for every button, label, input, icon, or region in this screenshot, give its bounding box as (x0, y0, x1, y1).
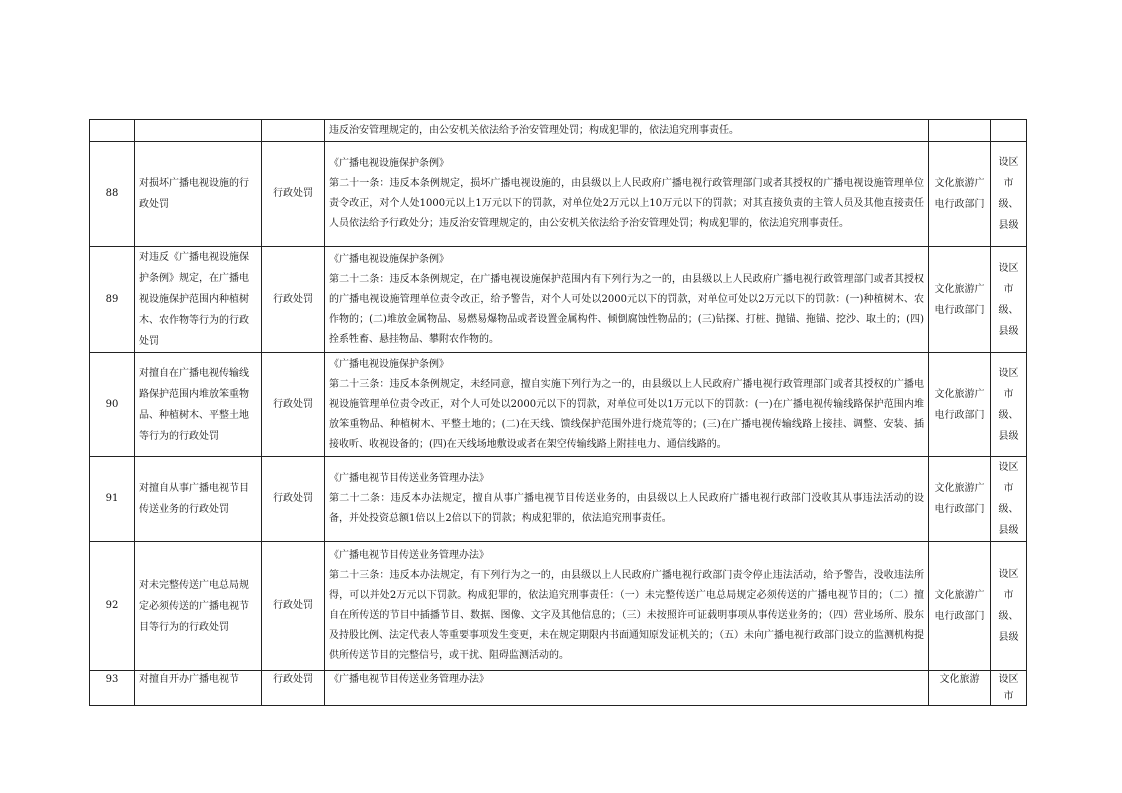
responsible-dept: 文化旅游广电行政部门 (929, 542, 991, 671)
basis-text: 第二十一条：违反本条例规定，损坏广播电视设施的，由县级以上人民政府广播电视行政管理部门或者其授权的广播电视设施管理单位责令改正，对个人处1000元以上1万元以下的罚款，对单位处2万元以上10万元以下的罚款；对其直接负责的主管人员及其他直接责任人员依法给予行政处分；违反治安管理规定的，由公安机关依法给予治安管理处罚；构成犯罪的，依法追究刑事责任。 (329, 178, 924, 229)
legal-basis (325, 142, 929, 247)
responsible-dept: 文化旅游广电行政部门 (929, 247, 991, 353)
admin-level: 设区市级、县级 (991, 142, 1027, 247)
table-row (90, 457, 1027, 542)
regulation-title: 《广播电视设施保护条例》 (329, 158, 449, 169)
legal-basis (325, 671, 929, 706)
row-number: 90 (90, 353, 135, 457)
admin-level: 设区市级、县级 (991, 542, 1027, 671)
row-number: 89 (90, 247, 135, 353)
row-number: 91 (90, 457, 135, 542)
regulation-title: 《广播电视节目传送业务管理办法》 (329, 550, 489, 561)
table-row (90, 142, 1027, 247)
table-row (90, 671, 1027, 706)
admin-level: 设区市级、县级 (991, 353, 1027, 457)
item-type: 行政处罚 (262, 142, 325, 247)
table-row (90, 120, 1027, 142)
item-type: 行政处罚 (262, 457, 325, 542)
admin-level: 设区市级、县级 (991, 247, 1027, 353)
table-row (90, 542, 1027, 671)
legal-basis (325, 542, 929, 671)
responsible-dept: 文化旅游广电行政部门 (929, 457, 991, 542)
basis-text: 第二十三条：违反本条例规定，未经同意，擅自实施下列行为之一的，由县级以上人民政府广播电视行政管理部门或者其授权的广播电视设施管理单位责令改正，对个人可处以2000元以下的罚款，对单位可处以1万元以下的罚款：(一)在广播电视传输线路保护范围内堆放笨重物品、种植树木、平整土地的；(二)在天线、馈线保护范围外进行烧荒等的；(三)在广播电视传输线路上接挂、调整、安装、插接收听、收视设备的；(四)在天线场地敷设或者在架空传输线路上附挂电力、通信线路的。 (329, 378, 924, 450)
regulation-title: 《广播电视节目传送业务管理办法》 (329, 674, 489, 685)
legal-basis (325, 457, 929, 542)
admin-level: 设区市级、县级 (991, 457, 1027, 542)
legal-basis (325, 120, 929, 142)
item-name: 对擅自在广播电视传输线路保护范围内堆放笨重物品、种植树木、平整土地等行为的行政处罚 (135, 353, 262, 457)
item-name (135, 120, 262, 142)
legal-basis (325, 247, 929, 353)
enforcement-table (89, 119, 1027, 706)
item-type: 行政处罚 (262, 671, 325, 706)
row-number: 92 (90, 542, 135, 671)
table-row (90, 247, 1027, 353)
item-type: 行政处罚 (262, 542, 325, 671)
item-type: 行政处罚 (262, 353, 325, 457)
basis-text: 第二十二条：违反本条例规定，在广播电视设施保护范围内有下列行为之一的，由县级以上人民政府广播电视行政管理部门或者其授权的广播电视设施管理单位责令改正，给予警告，对个人可处以2000元以下的罚款，对单位可处以2万元以下的罚款：(一)种植树木、农作物的；(二)堆放金属物品、易燃易爆物品或者设置金属构件、倾倒腐蚀性物品的；(三)钻探、打桩、抛锚、拖锚、挖沙、取土的；(四)拴系牲畜、悬挂物品、攀附农作物的。 (329, 273, 924, 345)
responsible-dept: 文化旅游 (929, 671, 991, 706)
row-number: 88 (90, 142, 135, 247)
basis-text: 第二十三条：违反本办法规定，有下列行为之一的，由县级以上人民政府广播电视行政部门责令停止违法活动，给予警告，没收违法所得，可以并处2万元以下罚款。构成犯罪的，依法追究刑事责任：（一）未完整传送广电总局规定必须传送的广播电视节目的；（二）擅自在所传送的节目中插播节目、数据、图像、文字及其他信息的；（三）未按照许可证载明事项从事传送业务的；（四）营业场所、股东及持股比例、法定代表人等重要事项发生变更，未在规定期限内书面通知原发证机关的；（五）未向广播电视行政部门设立的监测机构提供所传送节目的完整信号，或干扰、阻碍监测活动的。 (329, 570, 924, 661)
regulation-title: 《广播电视设施保护条例》 (329, 253, 449, 265)
item-type: 行政处罚 (262, 247, 325, 353)
item-type (262, 120, 325, 142)
item-name: 对未完整传送广电总局规定必须传送的广播电视节目等行为的行政处罚 (135, 542, 262, 671)
item-name: 对擅自从事广播电视节目传送业务的行政处罚 (135, 457, 262, 542)
basis-text: 违反治安管理规定的，由公安机关依法给予治安管理处罚；构成犯罪的，依法追究刑事责任。 (329, 124, 739, 136)
row-number: 93 (90, 671, 135, 706)
admin-level (991, 120, 1027, 142)
responsible-dept: 文化旅游广电行政部门 (929, 142, 991, 247)
regulation-title: 《广播电视设施保护条例》 (329, 358, 449, 370)
item-name: 对损坏广播电视设施的行政处罚 (135, 142, 262, 247)
item-name: 对违反《广播电视设施保护条例》规定，在广播电视设施保护范围内种植树木、农作物等行为的行政处罚 (135, 247, 262, 353)
table-row (90, 353, 1027, 457)
responsible-dept: 文化旅游广电行政部门 (929, 353, 991, 457)
admin-level: 设区市 (991, 671, 1027, 706)
row-number (90, 120, 135, 142)
legal-basis (325, 353, 929, 457)
item-name: 对擅自开办广播电视节 (135, 671, 262, 706)
regulation-title: 《广播电视节目传送业务管理办法》 (329, 473, 489, 484)
basis-text: 第二十二条：违反本办法规定，擅自从事广播电视节目传送业务的，由县级以上人民政府广播电视行政部门没收其从事违法活动的设备，并处投资总额1倍以上2倍以下的罚款；构成犯罪的，依法追究刑事责任。 (329, 493, 924, 524)
responsible-dept (929, 120, 991, 142)
